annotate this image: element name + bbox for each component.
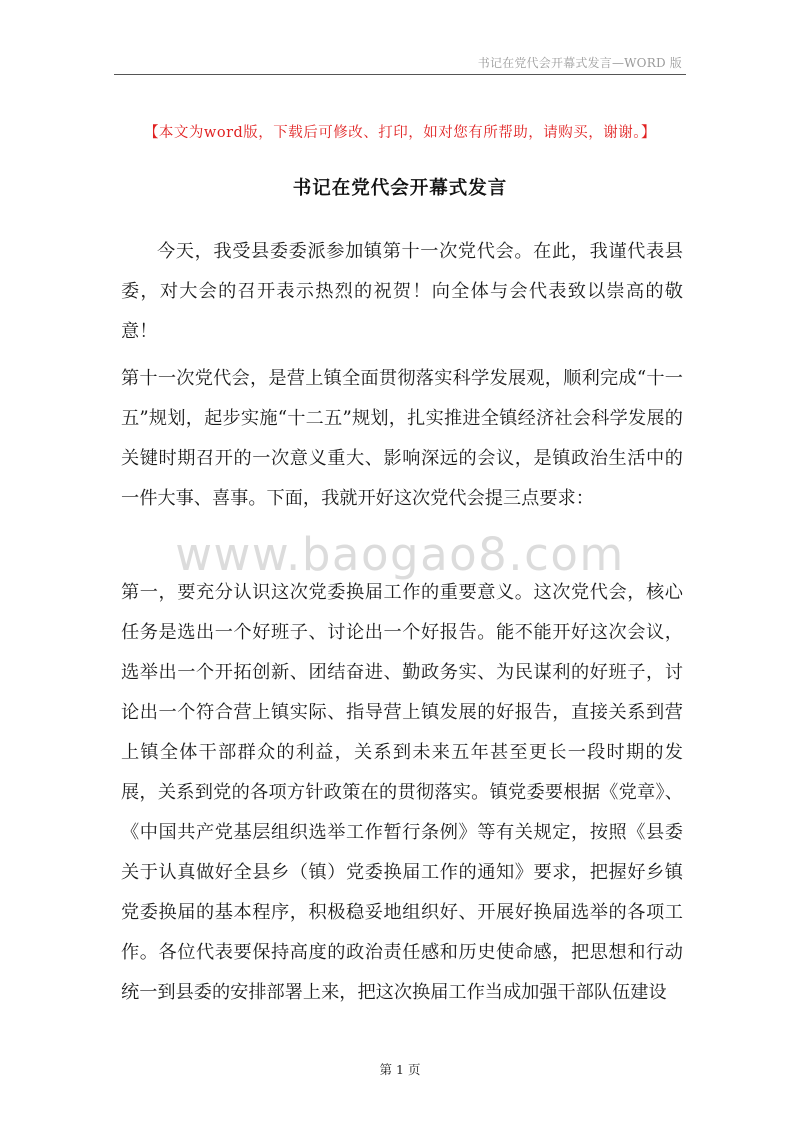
header-divider: [114, 74, 686, 75]
purchase-notice: 【本文为word版，下载后可修改、打印，如对您有所帮助，请购买，谢谢。】: [143, 125, 657, 141]
paragraph-requirements-intro: 第十一次党代会，是营上镇全面贯彻落实科学发展观，顺利完成“十一五”规划，起步实施“十二五”规划，扎实推进全镇经济社会科学发展的关键时期召开的一次意义重大、影响深远的会议，是镇政治生活中的一件大事、喜事。下面，我就开好这次党代会提三点要求：: [121, 368, 683, 509]
paragraph-first-requirement: 第一，要充分认识这次党委换届工作的重要意义。这次党代会，核心任务是选出一个好班子、讨论出一个好报告。能不能开好这次会议，选举出一个开拓创新、团结奋进、勤政务实、为民谋利的好班子，讨论出一个符合营上镇实际、指导营上镇发展的好报告，直接关系到营上镇全体干部群众的利益，关系到未来五年甚至更长一段时期的发展，关系到党的各项方针政策在的贯彻落实。镇党委要根据《党章》、《中国共产党基层组织选举工作暂行条例》等有关规定，按照《县委关于认真做好全县乡（镇）党委换届工作的通知》要求，把握好乡镇党委换届的基本程序，积极稳妥地组织好、开展好换届选举的各项工作。各位代表要保持高度的政治责任感和历史使命感，把思想和行动统一到县委的安排部署上来，把这次换届工作当成加强干部队伍建设: [121, 582, 683, 1003]
watermark: www.baogao8.com: [175, 528, 625, 581]
paragraph-opening: 今天，我受县委委派参加镇第十一次党代会。在此，我谨代表县委，对大会的召开表示热烈的祝贺！向全体与会代表致以崇高的敬意！: [121, 241, 683, 342]
page-number: 第 1 页: [379, 1062, 421, 1077]
document-title: 书记在党代会开幕式发言: [292, 178, 508, 199]
page-header-title: 书记在党代会开幕式发言—WORD 版: [477, 56, 682, 70]
